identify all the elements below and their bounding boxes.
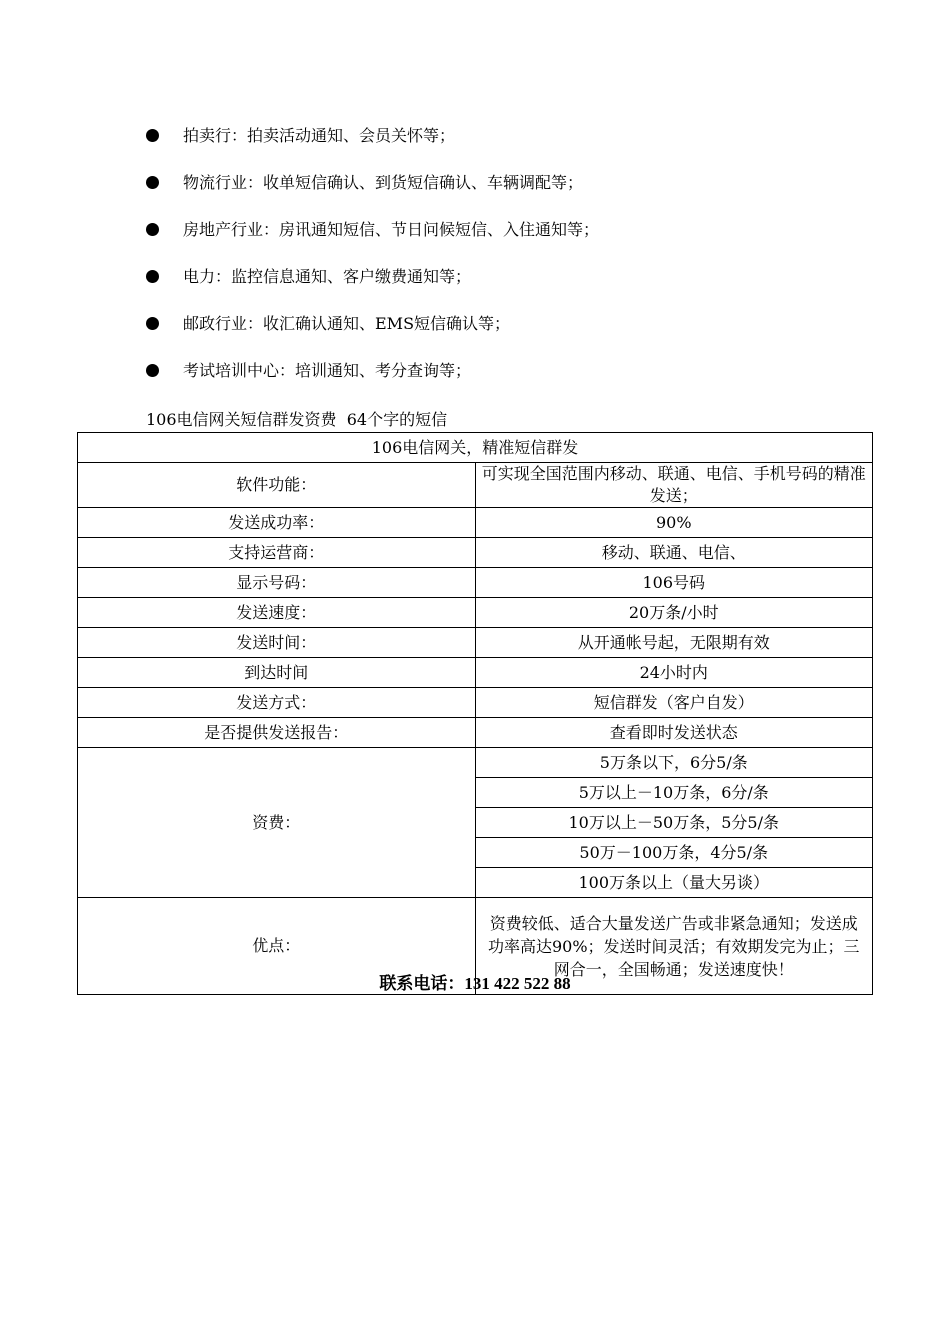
row-value: 移动、联通、电信、 (475, 538, 873, 568)
fee-tier: 50万－100万条，4分5/条 (475, 838, 873, 868)
list-item (146, 124, 599, 171)
row-value: 从开通帐号起，无限期有效 (475, 628, 873, 658)
list-item-text: 房地产行业：房讯通知短信、节日问候短信、入住通知等； (183, 220, 600, 239)
bullet-icon (146, 176, 159, 189)
row-label: 发送时间： (78, 628, 476, 658)
fee-tier: 5万以上－10万条，6分/条 (475, 778, 873, 808)
table-row (78, 538, 873, 568)
contact-phone: 联系电话：131 422 522 88 (379, 974, 571, 993)
row-label: 是否提供发送报告： (78, 718, 476, 748)
bullet-icon (146, 129, 159, 142)
list-item (146, 312, 599, 359)
table-row (78, 568, 873, 598)
row-label: 软件功能： (78, 463, 476, 508)
row-label: 支持运营商： (78, 538, 476, 568)
row-value: 可实现全国范围内移动、联通、电信、手机号码的精准发送； (475, 463, 873, 508)
advantage-text: 资费较低、适合大量发送广告或非紧急通知；发送成功率高达90%；发送时间灵活；有效期发完为止；三网合一，全国畅通；发送速度快！ (475, 898, 873, 995)
table-row (78, 718, 873, 748)
industry-list (146, 124, 599, 406)
row-label: 发送速度： (78, 598, 476, 628)
table-row (78, 508, 873, 538)
list-item-text: 拍卖行：拍卖活动通知、会员关怀等； (183, 126, 456, 145)
fee-tier: 5万条以下，6分5/条 (475, 748, 873, 778)
bullet-icon (146, 223, 159, 236)
row-value: 106号码 (475, 568, 873, 598)
fee-tier: 100万条以上（量大另谈） (475, 868, 873, 898)
list-item-text: 邮政行业：收汇确认通知、EMS短信确认等； (183, 314, 511, 333)
table-row (78, 658, 873, 688)
row-value: 24小时内 (475, 658, 873, 688)
fee-row (78, 748, 873, 778)
list-item-text: 电力：监控信息通知、客户缴费通知等； (183, 267, 472, 286)
row-label: 到达时间 (78, 658, 476, 688)
bullet-icon (146, 317, 159, 330)
row-value: 90% (475, 508, 873, 538)
row-label: 发送成功率： (78, 508, 476, 538)
row-label: 显示号码： (78, 568, 476, 598)
list-item-text: 考试培训中心：培训通知、考分查询等； (183, 361, 472, 380)
row-label: 发送方式： (78, 688, 476, 718)
pricing-table (77, 432, 873, 995)
table-header-row (78, 433, 873, 463)
list-item (146, 218, 599, 265)
list-item (146, 171, 599, 218)
table-row (78, 688, 873, 718)
table-header: 106电信网关，精准短信群发 (78, 433, 873, 463)
list-item (146, 359, 599, 406)
advantage-label: 优点： (78, 898, 476, 995)
bullet-icon (146, 270, 159, 283)
fee-tier: 10万以上－50万条，5分5/条 (475, 808, 873, 838)
list-item-text: 物流行业：收单短信确认、到货短信确认、车辆调配等； (183, 173, 584, 192)
row-value: 20万条/小时 (475, 598, 873, 628)
table-row (78, 628, 873, 658)
fee-label: 资费： (78, 748, 476, 898)
bullet-icon (146, 364, 159, 377)
table-row (78, 598, 873, 628)
row-value: 短信群发（客户自发） (475, 688, 873, 718)
row-value: 查看即时发送状态 (475, 718, 873, 748)
table-caption: 106电信网关短信群发资费 64个字的短信 (146, 410, 448, 429)
table-row (78, 463, 873, 508)
list-item (146, 265, 599, 312)
